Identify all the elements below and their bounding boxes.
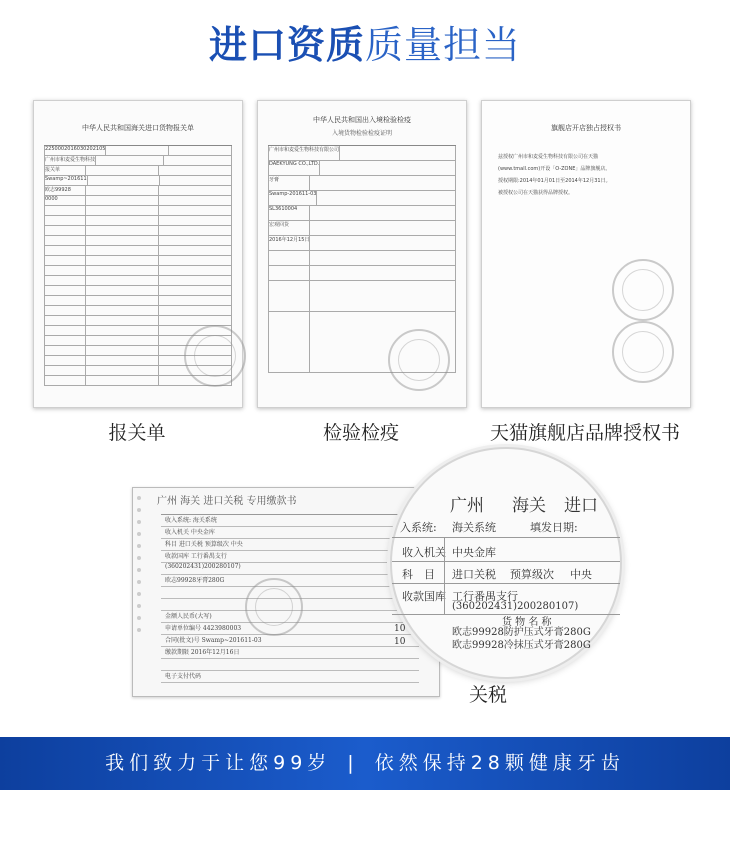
magnified-goods-header: 货 物 名 称 — [502, 617, 552, 628]
receipt-title: 广州 海关 进口关税 专用缴款书 — [157, 496, 297, 507]
perforation-left — [135, 488, 143, 696]
doc-cell: 报关单 — [44, 166, 86, 175]
caption-customs-declaration: 报关单 — [108, 422, 166, 444]
title-bold: 进口资质 — [208, 23, 365, 67]
magnified-receive-org-label: 收入机关 — [402, 546, 446, 559]
inspection-certificate-image — [257, 100, 467, 408]
doc-cell: 欧志99928 — [44, 186, 86, 195]
receipt-row — [161, 659, 419, 671]
receipt-row: 电子支付代码 — [161, 671, 419, 683]
magnified-city: 广州 — [450, 496, 484, 516]
tmall-authorization-image — [481, 100, 691, 408]
magnified-code: 10 — [394, 624, 406, 634]
official-stamp — [245, 578, 303, 636]
doc-cell: 广州市和麦爱生物科技有限公司 — [268, 146, 340, 160]
caption-inspection: 检验检疫 — [322, 422, 399, 444]
magnified-treasury-value: 工行番禺支行 — [452, 590, 518, 603]
page-title — [0, 14, 730, 69]
doc-cell: 牙膏 — [268, 176, 310, 190]
authorization-line: 被授权公司在天猫获得品牌授权。 — [498, 190, 574, 196]
slogan-right: 依然保持28颗健康牙齿 — [374, 752, 625, 774]
receipt-row: 金额人民币(大写) — [161, 611, 419, 623]
doc-cell: 宏观回货 — [268, 221, 310, 235]
receipt-row: 合同(批文)号 Swamp~201611-03 — [161, 635, 419, 647]
receipt-row: 缴款期限 2016年12月16日 — [161, 647, 419, 659]
doc-heading: 中华人民共和国海关进口货物报关单 — [82, 124, 194, 132]
receipt-row: 收入机关 中央金库 — [161, 527, 419, 539]
authorization-line: 授权期限:2014年01月01日至2014年12月31日。 — [498, 178, 611, 184]
doc-cell: 2250002016030202105 — [44, 146, 106, 155]
receipt-row: 欧志99928牙膏280G — [161, 575, 419, 587]
magnified-date-label: 填发日期: — [530, 521, 578, 534]
receipt-row: 申请单位编号 4423980003 — [161, 623, 419, 635]
doc-cell: 2016年12月15日 — [268, 236, 310, 250]
magnified-system-label: 入系统: — [400, 521, 437, 534]
official-stamp — [388, 329, 450, 391]
magnified-budget-value: 中央 — [570, 568, 592, 581]
title-light: 质量担当 — [365, 23, 522, 67]
doc-heading: 中华人民共和国出入境检验检疫 — [313, 116, 411, 124]
magnified-goods-line: 欧志99928冷抹压式牙膏280G — [452, 640, 591, 651]
magnified-budget-label: 预算级次 — [510, 568, 554, 581]
slogan-separator: | — [347, 752, 359, 774]
magnified-system-value: 海关系统 — [452, 521, 496, 534]
official-stamp — [184, 325, 246, 387]
doc-heading: 旗舰店开店独占授权书 — [551, 124, 621, 132]
caption-customs-duty: 关税 — [468, 684, 507, 706]
magnified-goods-line: 欧志99928防护压式牙膏280G — [452, 627, 591, 638]
authorization-body — [498, 151, 678, 199]
authorization-line: (www.tmall.com)开设「O-ZONE」品牌旗舰店。 — [498, 166, 611, 172]
magnified-subject-value: 进口关税 — [452, 568, 496, 581]
doc-subheading: 入境货物检验检疫证明 — [331, 130, 392, 137]
slogan-left: 我们致力于让您99岁 — [105, 752, 332, 774]
caption-tmall-authorization: 天猫旗舰店品牌授权书 — [489, 422, 680, 444]
doc-cell: SL3610004 — [268, 206, 310, 220]
receipt-row: 收款国库 工行番禺支行 — [161, 551, 419, 563]
magnified-type: 进口 — [564, 496, 598, 516]
customs-declaration-image — [33, 100, 243, 408]
slogan-banner — [0, 737, 730, 790]
official-stamp — [612, 259, 674, 321]
receipt-row: 科目 进口关税 预算级次 中央 — [161, 539, 419, 551]
magnified-treasury-label: 收款国库 — [402, 590, 446, 603]
doc-cell: 0000 — [44, 196, 86, 205]
magnifier-lens — [390, 447, 622, 679]
magnified-subject-label: 科 目 — [402, 568, 435, 581]
doc-cell: DAEKYUNG CO.,LTD. — [268, 161, 320, 175]
authorization-line: 兹授权广州市和麦爱生物科技有限公司在天猫 — [498, 154, 599, 160]
receipt-row: (360202431)200280107) — [161, 563, 419, 575]
official-stamp — [612, 321, 674, 383]
magnified-treasury-code: (360202431)200280107) — [452, 601, 579, 612]
magnified-code: 10 — [394, 637, 406, 647]
doc-cell: Swamp~201611 — [44, 176, 88, 185]
magnified-customs: 海关 — [512, 496, 546, 516]
receipt-row: 收入系统: 海关系统 — [161, 515, 419, 527]
doc-cell: Swamp-201611-03 — [268, 191, 317, 205]
magnified-receive-org-value: 中央金库 — [452, 546, 496, 559]
doc-cell: 广州市和麦爱生物科技 — [45, 157, 96, 163]
